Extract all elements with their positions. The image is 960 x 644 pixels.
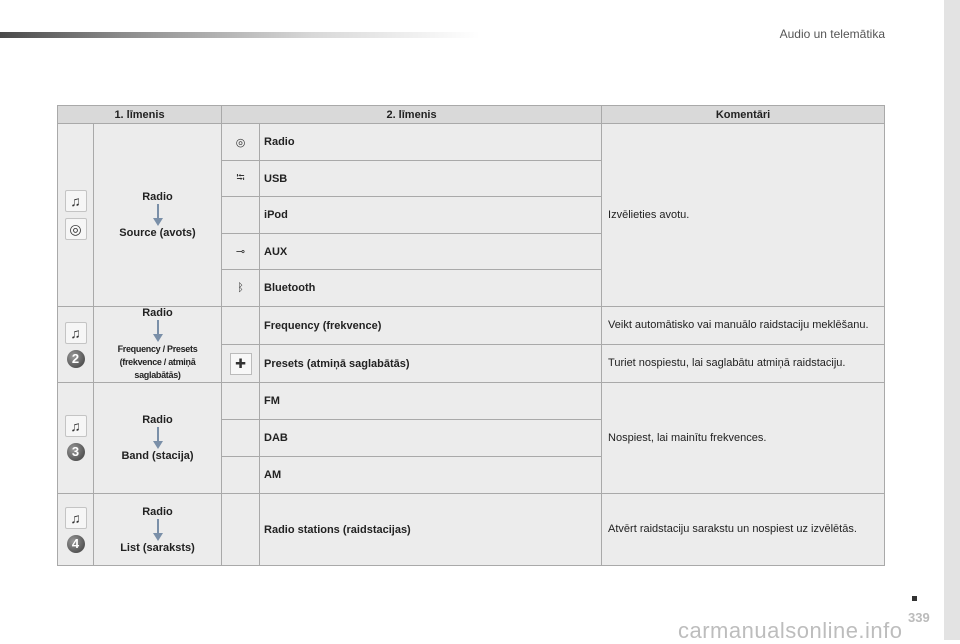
comment-cell: Turiet nospiestu, lai saglabātu atmiņā raidstaciju.: [602, 345, 885, 383]
empty-icon-cell: [222, 383, 260, 420]
level1-top-label: Radio: [142, 505, 173, 518]
presets-icon: ✚: [230, 353, 252, 375]
empty-icon-cell: [222, 197, 260, 234]
table-row: [58, 494, 885, 566]
radio-icon: ◎: [65, 218, 87, 240]
step-badge: 4: [67, 535, 85, 553]
level2-label: FM: [260, 383, 602, 420]
level2-label: Presets (atmiņā saglabātās): [260, 345, 602, 383]
empty-icon-cell: [222, 494, 260, 566]
presets-icon-cell: [222, 345, 260, 383]
comment-cell: Izvēlieties avotu.: [602, 124, 885, 307]
level2-label: Radio stations (raidstacijas): [260, 494, 602, 566]
level1-bottom-label: Band (stacija): [121, 450, 194, 462]
empty-icon-cell: [222, 420, 260, 457]
music-note-icon: ♫: [65, 322, 87, 344]
level1-top-label: Radio: [142, 414, 173, 426]
group4-level1: [94, 494, 222, 566]
column-header-level1: 1. līmenis: [58, 106, 222, 124]
group4-icons: [58, 494, 94, 566]
header-gradient-bar: [0, 32, 480, 38]
step-badge: 3: [67, 443, 85, 461]
down-arrow-icon: [153, 204, 163, 226]
group2-level1: [94, 307, 222, 383]
level1-bottom-label: Frequency / Presets (frekvence / atmiņā saglabātās): [117, 344, 198, 380]
radio-icon: ◎: [222, 124, 260, 161]
menu-table: [57, 105, 885, 566]
section-title: Audio un telemātika: [779, 27, 885, 41]
step-badge: 2: [67, 350, 85, 368]
table-row: [58, 307, 885, 345]
group2-icons: [58, 307, 94, 383]
empty-icon-cell: [222, 307, 260, 345]
table-header-row: [58, 106, 885, 124]
usb-icon: ⭾: [222, 161, 260, 197]
watermark: carmanualsonline.info: [678, 618, 903, 643]
level2-label: Radio: [260, 124, 602, 161]
down-arrow-icon: [153, 519, 163, 541]
table-row: [58, 383, 885, 420]
group1-level1: [94, 124, 222, 307]
level2-label: AUX: [260, 234, 602, 270]
page-edge-strip: [944, 0, 960, 640]
level1-top-label: Radio: [142, 307, 173, 319]
level2-label: AM: [260, 457, 602, 494]
comment-cell: Veikt automātisko vai manuālo raidstaciju meklēšanu.: [602, 307, 885, 345]
music-note-icon: ♫: [65, 190, 87, 212]
comment-cell: Atvērt raidstaciju sarakstu un nospiest uz izvēlētās.: [602, 494, 885, 566]
level1-bottom-label: List (saraksts): [120, 541, 195, 554]
aux-icon: ⊸: [222, 234, 260, 270]
level1-top-label: Radio: [142, 191, 173, 203]
level1-bottom-label: Source (avots): [119, 227, 196, 239]
page-marker: [912, 596, 917, 601]
column-header-level2: 2. līmenis: [222, 106, 602, 124]
level2-label: iPod: [260, 197, 602, 234]
music-note-icon: ♫: [65, 415, 87, 437]
group3-icons: [58, 383, 94, 494]
page-number: 339: [908, 610, 930, 625]
bluetooth-icon: ᛒ: [222, 270, 260, 307]
table-row: [58, 124, 885, 161]
comment-cell: Nospiest, lai mainītu frekvences.: [602, 383, 885, 494]
level2-label: Bluetooth: [260, 270, 602, 307]
music-note-icon: ♫: [65, 507, 87, 529]
group1-icons: [58, 124, 94, 307]
down-arrow-icon: [153, 320, 163, 342]
column-header-comments: Komentāri: [602, 106, 885, 124]
level2-label: USB: [260, 161, 602, 197]
level2-label: Frequency (frekvence): [260, 307, 602, 345]
level2-label: DAB: [260, 420, 602, 457]
group3-level1: [94, 383, 222, 494]
down-arrow-icon: [153, 427, 163, 449]
empty-icon-cell: [222, 457, 260, 494]
